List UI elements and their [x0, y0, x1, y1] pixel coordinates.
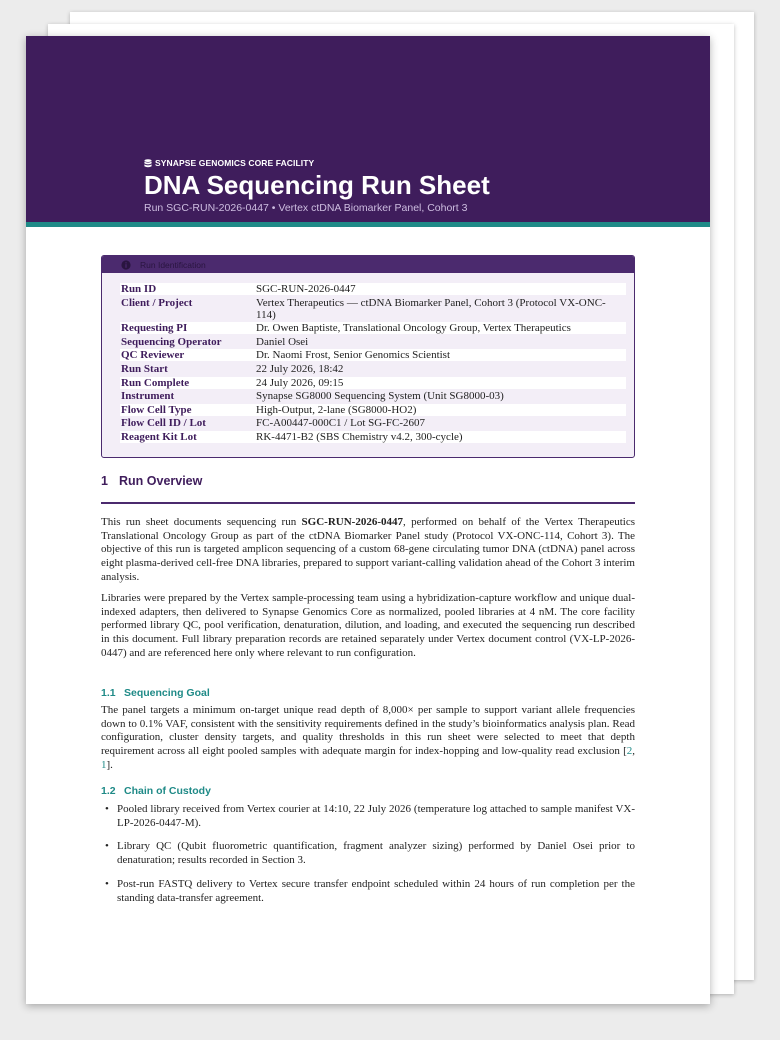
bullet-icon: • — [105, 803, 109, 815]
id-row-sequencing-operator — [120, 336, 626, 348]
id-value: High-Output, 2-lane (SG8000-HO2) — [256, 403, 417, 416]
id-label: Reagent Kit Lot — [121, 430, 197, 443]
citation-separator: , — [632, 745, 635, 758]
id-row-flow-cell-id-lot — [120, 417, 626, 429]
info-icon — [121, 260, 131, 270]
id-label: Run ID — [121, 283, 157, 295]
list-item — [101, 878, 635, 905]
id-value: Dr. Naomi Frost, Senior Genomics Scientist — [256, 349, 451, 362]
id-value: FC-A00447-000C1 / Lot SG-FC-2607 — [256, 417, 425, 430]
list-item-text: Pooled library received from Vertex courier at 14:10, 22 July 2026 (temperature log attached to sample manifest VX-LP-2026-0447-M). — [117, 803, 635, 829]
id-label: Sequencing Operator — [121, 335, 222, 348]
id-value: Synapse SG8000 Sequencing System (Unit SG8000-03) — [256, 390, 504, 403]
sequencing-goal-paragraph — [101, 704, 635, 773]
id-row-run-start — [120, 363, 626, 375]
id-label: Flow Cell Type — [121, 403, 192, 416]
subsection-title: Sequencing Goal — [124, 687, 210, 699]
subsection-number: 1.1 — [101, 687, 116, 699]
section-heading-run-overview — [101, 474, 202, 488]
run-identification-table — [120, 283, 626, 445]
id-value: Daniel Osei — [256, 335, 309, 348]
subsection-heading-sequencing-goal — [101, 687, 210, 699]
id-label: Instrument — [121, 390, 175, 403]
id-row-requesting-pi — [120, 322, 626, 334]
overview-text-b: , performed on behalf of the Vertex Therapeutics Translational Oncology Group as part of the ctDNA Biomarker Panel study (Protocol VX-ONC-114, Cohort 3). The objective of this run is targeted amplicon sequencing of a custom 68-gene circulating tumor DNA (ctDNA) panel across eight plasma-derived cell-free DNA libraries, prepared to support variant-calling validation ahead of the Cohort 3 interim analysis. — [101, 516, 635, 583]
id-value: RK-4471-B2 (SBS Chemistry v4.2, 300-cycle) — [256, 430, 463, 443]
bullet-icon: • — [105, 877, 109, 890]
list-item-text: Library QC (Qubit fluorometric quantification, fragment analyzer sizing) performed by Daniel Osei prior to denaturation; results recorded in Section 3. — [117, 840, 635, 867]
id-value: SGC-RUN-2026-0447 — [256, 283, 356, 295]
id-value: Vertex Therapeutics — ctDNA Biomarker Panel, Cohort 3 (Protocol VX-ONC-114) — [256, 296, 606, 321]
subsection-title: Chain of Custody — [124, 785, 211, 797]
facility-name: SYNAPSE GENOMICS CORE FACILITY — [155, 158, 315, 168]
subsection-heading-chain-of-custody — [101, 785, 211, 797]
citation-link-2[interactable]: 2 — [626, 745, 633, 758]
chain-of-custody-list — [101, 803, 635, 915]
document-page — [26, 36, 710, 1004]
citation-link-1[interactable]: 1 — [101, 758, 107, 771]
run-id-emphasis: SGC-RUN-2026-0447 — [301, 516, 403, 528]
bullet-icon: • — [105, 840, 109, 853]
document-title: DNA Sequencing Run Sheet — [144, 170, 490, 200]
run-identification-heading-label: Run Identification — [140, 259, 206, 270]
sequencing-goal-text: The panel targets a minimum on-target unique read depth of 8,000× per sample to support variant allele frequencies down to 0.1% VAF, consistent with the sensitivity requirements defined in the study’s bioinformatics analysis plan. Read configuration, cluster density targets, and quality thresholds in this run sheet were selected to meet that depth requirement across all eight pooled samples with adequate margin for index-hopping and low-quality read exclusion [ — [101, 704, 635, 758]
document-header — [26, 36, 710, 227]
id-value: 22 July 2026, 18:42 — [256, 362, 344, 375]
section-divider — [101, 502, 635, 504]
id-row-instrument — [120, 390, 626, 402]
citation-close: ]. — [106, 758, 113, 771]
list-item — [101, 840, 635, 867]
id-label: Client / Project — [121, 296, 193, 309]
id-label: Run Complete — [121, 376, 190, 389]
run-identification-card — [101, 255, 635, 458]
section-number: 1 — [101, 474, 108, 488]
id-row-client-project — [120, 297, 626, 321]
list-item — [101, 803, 635, 830]
id-value: 24 July 2026, 09:15 — [256, 376, 344, 389]
list-item-text: Post-run FASTQ delivery to Vertex secure transfer endpoint scheduled within 24 hours of run completion per the standing data-transfer agreement. — [117, 877, 635, 904]
id-label: Run Start — [121, 362, 168, 375]
id-row-qc-reviewer — [120, 349, 626, 361]
id-row-run-id — [120, 283, 626, 295]
overview-paragraph-2: Libraries were prepared by the Vertex sample-processing team using a hybridization-capture workflow and unique dual-indexed adapters, then delivered to Synapse Genomics Core as normalized, pooled libraries at 4 nM. The core facility performed library QC, pool verification, denaturation, dilution, and loading, and executed the sequencing run described in this document. Full library preparation records are retained separately under Vertex document control (VX-LP-2026-0447) and are referenced here only where relevant to run configuration. — [101, 592, 635, 659]
document-subtitle: Run SGC-RUN-2026-0447 • Vertex ctDNA Biomarker Panel, Cohort 3 — [144, 202, 468, 214]
overview-paragraph-1 — [101, 516, 635, 585]
section-title: Run Overview — [119, 474, 203, 488]
id-label: QC Reviewer — [121, 349, 185, 362]
facility-label — [144, 158, 314, 168]
database-icon — [144, 159, 152, 168]
id-row-run-complete — [120, 377, 626, 389]
id-row-flow-cell-type — [120, 404, 626, 416]
id-label: Requesting PI — [121, 322, 188, 335]
id-row-reagent-kit-lot — [120, 431, 626, 443]
id-label: Flow Cell ID / Lot — [121, 417, 206, 430]
run-identification-heading — [102, 256, 634, 273]
id-value: Dr. Owen Baptiste, Translational Oncology Group, Vertex Therapeutics — [256, 322, 571, 335]
overview-text-a: This run sheet documents sequencing run — [101, 516, 302, 528]
subsection-number: 1.2 — [101, 785, 116, 797]
